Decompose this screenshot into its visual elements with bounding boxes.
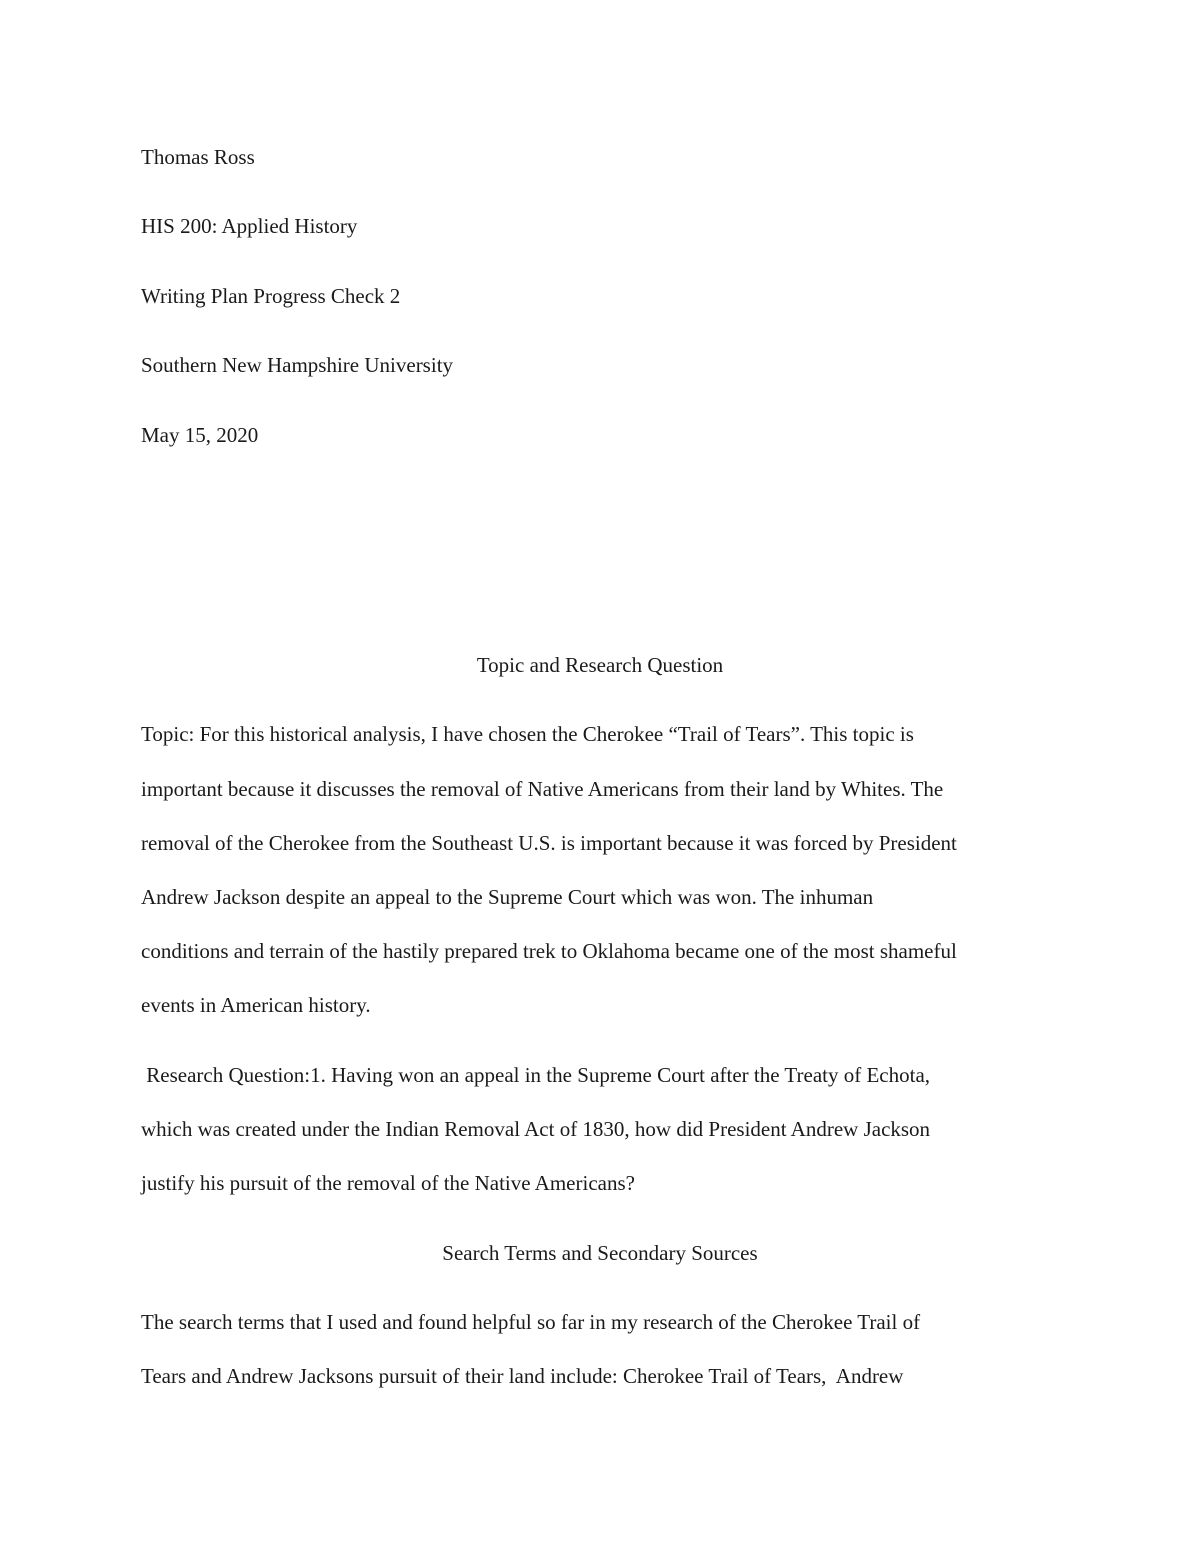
submission-date: May 15, 2020 — [141, 423, 259, 447]
search-terms-line: Tears and Andrew Jacksons pursuit of their land include: Cherokee Trail of Tears, Andrew — [141, 1364, 904, 1388]
course-name: HIS 200: Applied History — [141, 214, 358, 238]
research-question-line: which was created under the Indian Removal Act of 1830, how did President Andrew Jackson — [141, 1117, 931, 1141]
topic-line: conditions and terrain of the hastily prepared trek to Oklahoma became one of the most shameful — [141, 939, 957, 963]
topic-line: Andrew Jackson despite an appeal to the Supreme Court which was won. The inhuman — [141, 885, 874, 909]
research-question-line: justify his pursuit of the removal of the Native Americans? — [141, 1171, 635, 1195]
research-question-line: Research Question:1. Having won an appeal in the Supreme Court after the Treaty of Echota, — [141, 1063, 931, 1087]
section-heading-search: Search Terms and Secondary Sources — [442, 1241, 758, 1265]
author-name: Thomas Ross — [141, 145, 255, 169]
institution-name: Southern New Hampshire University — [141, 353, 454, 377]
assignment-title: Writing Plan Progress Check 2 — [141, 284, 401, 308]
topic-line: Topic: For this historical analysis, I have chosen the Cherokee “Trail of Tears”. This topic is — [141, 722, 914, 746]
section-heading-topic: Topic and Research Question — [476, 653, 724, 677]
search-terms-line: The search terms that I used and found helpful so far in my research of the Cherokee Trail of — [141, 1310, 921, 1334]
topic-line: important because it discusses the removal of Native Americans from their land by Whites. The — [141, 777, 944, 801]
topic-line: events in American history. — [141, 993, 371, 1017]
topic-line: removal of the Cherokee from the Southeast U.S. is important because it was forced by President — [141, 831, 957, 855]
